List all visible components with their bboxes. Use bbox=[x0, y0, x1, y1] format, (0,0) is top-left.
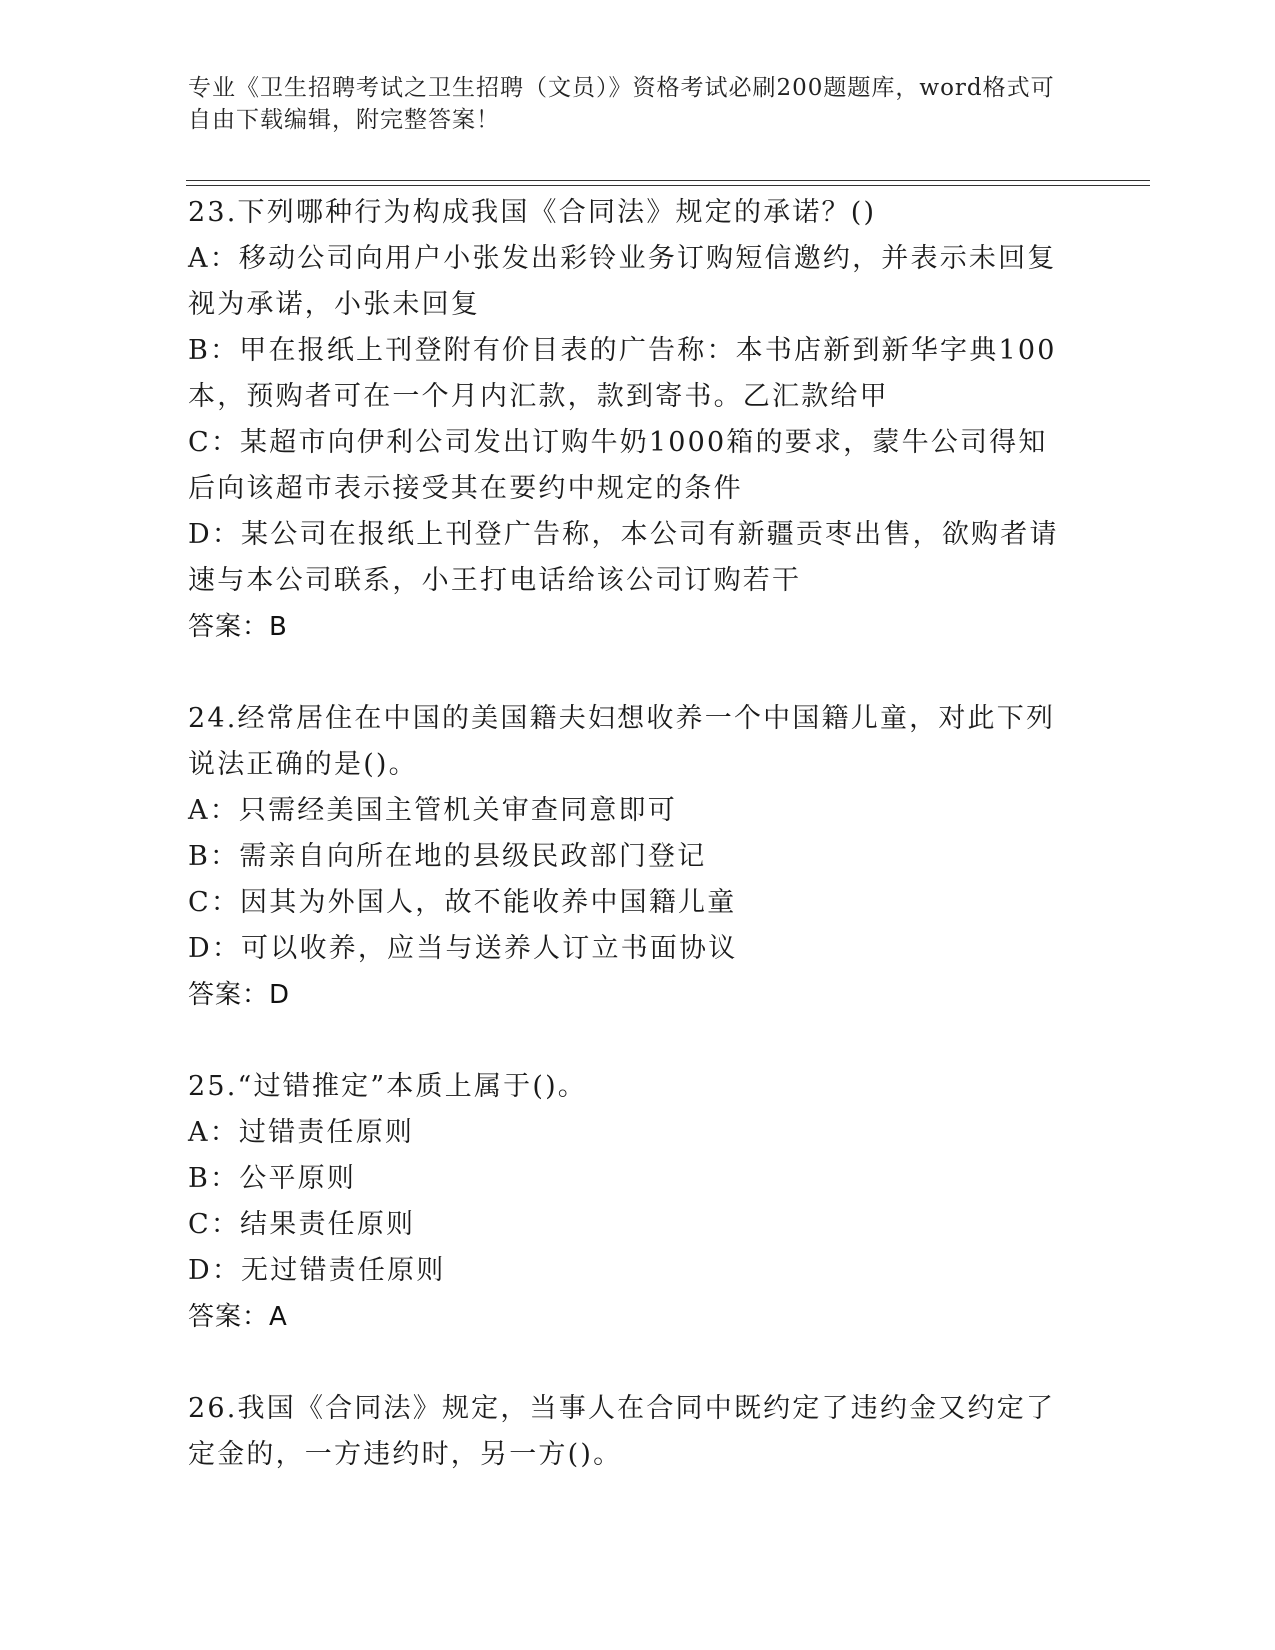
option-b: B：甲在报纸上刊登附有价目表的广告称：本书店新到新华字典100本，预购者可在一个月内汇款，款到寄书。乙汇款给甲 bbox=[188, 335, 1057, 412]
question-24 bbox=[188, 696, 1068, 1018]
spacer bbox=[188, 650, 1068, 696]
option-d: D：无过错责任原则 bbox=[188, 1255, 446, 1286]
document-header: 专业《卫生招聘考试之卫生招聘（文员）》资格考试必刷200题题库，word格式可自由下载编辑，附完整答案！ bbox=[188, 75, 1055, 133]
option-d: D：某公司在报纸上刊登广告称，本公司有新疆贡枣出售，欲购者请速与本公司联系，小王打电话给该公司订购若干 bbox=[188, 519, 1059, 596]
answer: 答案：B bbox=[188, 612, 288, 642]
answer: 答案：A bbox=[188, 1302, 288, 1332]
spacer bbox=[188, 1340, 1068, 1386]
option-a: A：只需经美国主管机关审查同意即可 bbox=[188, 795, 677, 826]
option-d: D：可以收养，应当与送养人订立书面协议 bbox=[188, 933, 738, 964]
option-b: B：公平原则 bbox=[188, 1163, 357, 1194]
option-c: C：因其为外国人，故不能收养中国籍儿童 bbox=[188, 887, 737, 918]
option-c: C：结果责任原则 bbox=[188, 1209, 416, 1240]
answer: 答案：D bbox=[188, 980, 291, 1010]
option-a: A：过错责任原则 bbox=[188, 1117, 415, 1148]
question-stem: 26.我国《合同法》规定，当事人在合同中既约定了违约金又约定了定金的，一方违约时，另一方()。 bbox=[188, 1393, 1056, 1470]
question-stem: 24.经常居住在中国的美国籍夫妇想收养一个中国籍儿童，对此下列说法正确的是()。 bbox=[188, 703, 1056, 780]
header-rule-top bbox=[186, 180, 1150, 181]
spacer bbox=[188, 1018, 1068, 1064]
option-c: C：某超市向伊利公司发出订购牛奶1000箱的要求，蒙牛公司得知后向该超市表示接受其在要约中规定的条件 bbox=[188, 427, 1048, 504]
question-stem: 25.“过错推定”本质上属于()。 bbox=[188, 1071, 588, 1102]
option-b: B：需亲自向所在地的县级民政部门登记 bbox=[188, 841, 707, 872]
question-stem: 23.下列哪种行为构成我国《合同法》规定的承诺？() bbox=[188, 197, 877, 228]
question-26 bbox=[188, 1386, 1068, 1478]
question-25 bbox=[188, 1064, 1068, 1340]
question-23 bbox=[188, 190, 1068, 650]
option-a: A：移动公司向用户小张发出彩铃业务订购短信邀约，并表示未回复视为承诺，小张未回复 bbox=[188, 243, 1057, 320]
header-rule-bottom bbox=[186, 185, 1150, 186]
question-list bbox=[188, 190, 1068, 1478]
